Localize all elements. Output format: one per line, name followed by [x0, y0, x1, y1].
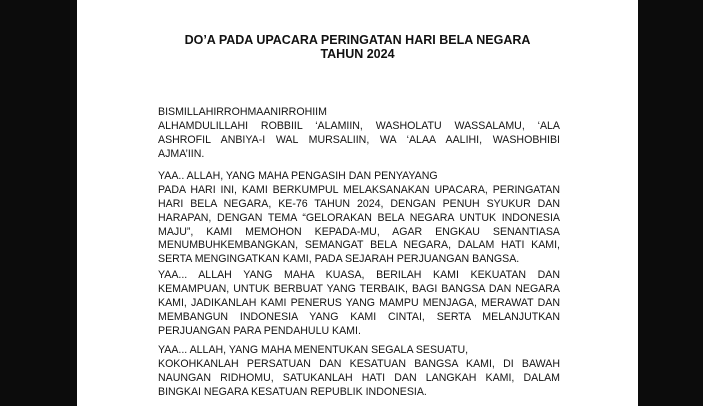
text-line: KEMAMPUAN, UNTUK BERBUAT YANG TERBAIK, BAGI BANGSA DAN NEGARA: [158, 282, 560, 295]
text-line: MENUMBUHKEMBANGKAN, SEMANGAT BELA NEGARA, DALAM HATI KAMI,: [158, 239, 560, 252]
text-line: YAA... ALLAH YANG MAHA KUASA, BERILAH KAMI KEKUATAN DAN: [158, 269, 560, 281]
text-line: YAA.. ALLAH, YANG MAHA PENGASIH DAN PENYAYANG: [158, 170, 438, 182]
text-line: PERJUANGAN PARA PENDAHULU KAMI.: [158, 324, 361, 337]
text-line: ALHAMDULILLAHI ROBBIIL ‘ALAMIIN, WASHOLATU WASSALAMU, ‘ALA: [158, 119, 560, 132]
text-line: ASHROFIL ANBIYA-I WAL MURSALIIN, WA ‘ALAA AALIHI, WASHOBHIBI: [158, 133, 560, 146]
text-line: HARI BELA NEGARA, KE-76 TAHUN 2024, DENGAN PENUH SYUKUR DAN: [158, 197, 560, 210]
text-line: HARAPAN, DENGAN TEMA “GELORAKAN BELA NEGARA UNTUK INDONESIA: [158, 211, 560, 224]
document-subtitle-year: TAHUN 2024: [320, 47, 395, 61]
text-line: PADA HARI INI, KAMI BERKUMPUL MELAKSANAKAN UPACARA, PERINGATAN: [158, 183, 560, 196]
text-line: KAMI, JADIKANLAH KAMI PENERUS YANG MAMPU MENJAGA, MERAWAT DAN: [158, 296, 560, 309]
text-line: MEMBANGUN INDONESIA YANG KAMI CINTAI, SERTA MELANJUTKAN: [158, 310, 560, 323]
text-line: BINGKAI NEGARA KESATUAN REPUBLIK INDONESIA.: [158, 385, 427, 398]
document-title: DO’A PADA UPACARA PERINGATAN HARI BELA NEGARA: [184, 33, 531, 47]
document-page: [77, 0, 638, 406]
paragraph-pengasih: [158, 170, 560, 267]
text-line: AJMA’IIN.: [158, 147, 205, 160]
paragraph-kuasa: [158, 269, 560, 338]
text-line: YAA... ALLAH, YANG MAHA MENENTUKAN SEGALA SESUATU,: [158, 344, 469, 356]
paragraph-menentukan: [158, 344, 560, 400]
text-line: BISMILLAHIRROHMAANIRROHIIM: [158, 106, 327, 118]
text-line: NAUNGAN RIDHOMU, SATUKANLAH HATI DAN LANGKAH KAMI, DALAM: [158, 371, 560, 384]
text-line: KOKOHKANLAH PERSATUAN DAN KESATUAN BANGSA KAMI, DI BAWAH: [158, 357, 560, 370]
text-line: MAJU”, KAMI MEMOHON KEPADA-MU, AGAR ENGKAU SENANTIASA: [158, 225, 560, 238]
paragraph-opening: [158, 106, 560, 162]
text-line: SERTA MENGINGATKAN KAMI, PADA SEJARAH PERJUANGAN BANGSA.: [158, 253, 520, 266]
